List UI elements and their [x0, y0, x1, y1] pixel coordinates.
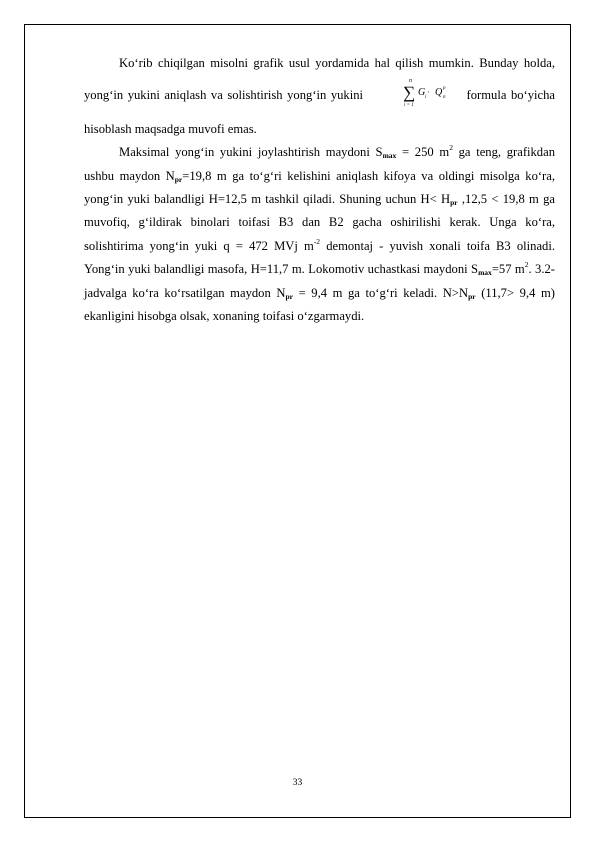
p2-text: ,12,5 < 19,8 m ga muvofiq, g‘ildirak binolari toifasi B3 dan B2 gacha oshirilishi kerak. Unga ko‘ra, solishtirima yong‘in yuki q = 472 MVj m [84, 192, 555, 253]
formula-g: G [417, 87, 425, 99]
formula-q-sub: n [442, 95, 446, 101]
subscript-max: max [478, 268, 492, 278]
subscript-pr: pr [285, 291, 293, 301]
p2-text: = 9,4 m ga to‘g‘ri keladi. N>N [292, 285, 469, 300]
formula-dot: · [426, 88, 430, 98]
paragraph-2 [84, 141, 555, 328]
p2-text: . 3.2- jadvalga ko‘ra ko‘rsatilgan maydon N [84, 262, 555, 300]
p2-text: = 250 m [396, 145, 450, 160]
formula-g-sub: i [424, 95, 426, 101]
document-body [84, 52, 555, 328]
formula-sum-sign: ∑ [402, 83, 415, 103]
paragraph-1 [84, 52, 555, 141]
p2-text: demontaj - yuvish xonali toifa B3 olinadi. Yong‘in yuki balandligi masofa, H=11,7 m. Lokomotiv uchastkasi maydoni S [84, 238, 555, 277]
p2-text: =19,8 m ga to‘g‘ri kelishini aniqlash kifoya va oldingi misolga ko‘ra, yong‘in yuki balandligi H=12,5 m tashkil qiladi. Shuning uchun H< H [84, 168, 555, 207]
formula-lower-limit: i = 1 [403, 103, 414, 109]
superscript-2: 2 [524, 260, 529, 270]
formula-upper-limit: n [408, 78, 412, 85]
sum-formula [368, 75, 453, 117]
superscript-2: 2 [449, 143, 453, 153]
subscript-pr: pr [174, 174, 183, 184]
subscript-pr: pr [450, 198, 458, 208]
formula-q: Q [434, 87, 442, 99]
p2-text: ga teng, grafikdan ushbu maydon N [84, 145, 555, 183]
subscript-max: max [382, 151, 397, 161]
formula-q-sup: p [442, 86, 446, 92]
sum-formula-graphic [403, 75, 453, 109]
paragraph-1-text-b: formula bo‘yicha hisoblash maqsadga muvofi emas. [84, 88, 555, 136]
p2-text: Maksimal yong‘in yukini joylashtirish maydoni S [119, 145, 383, 160]
superscript-minus-2: -2 [313, 236, 321, 246]
paragraph-1-text-a: Ko‘rib chiqilgan misolni grafik usul yordamida hal qilish mumkin. Bunday holda, yong‘in yukini aniqlash va solishtirish yong‘in yukini [84, 56, 555, 103]
page-number: 33 [292, 778, 303, 788]
p2-text: =57 m [491, 262, 525, 277]
subscript-pr: pr [468, 291, 476, 301]
p2-text: (11,7> 9,4 m) ekanligini hisobga olsak, xonaning toifasi o‘zgarmaydi. [84, 285, 555, 324]
